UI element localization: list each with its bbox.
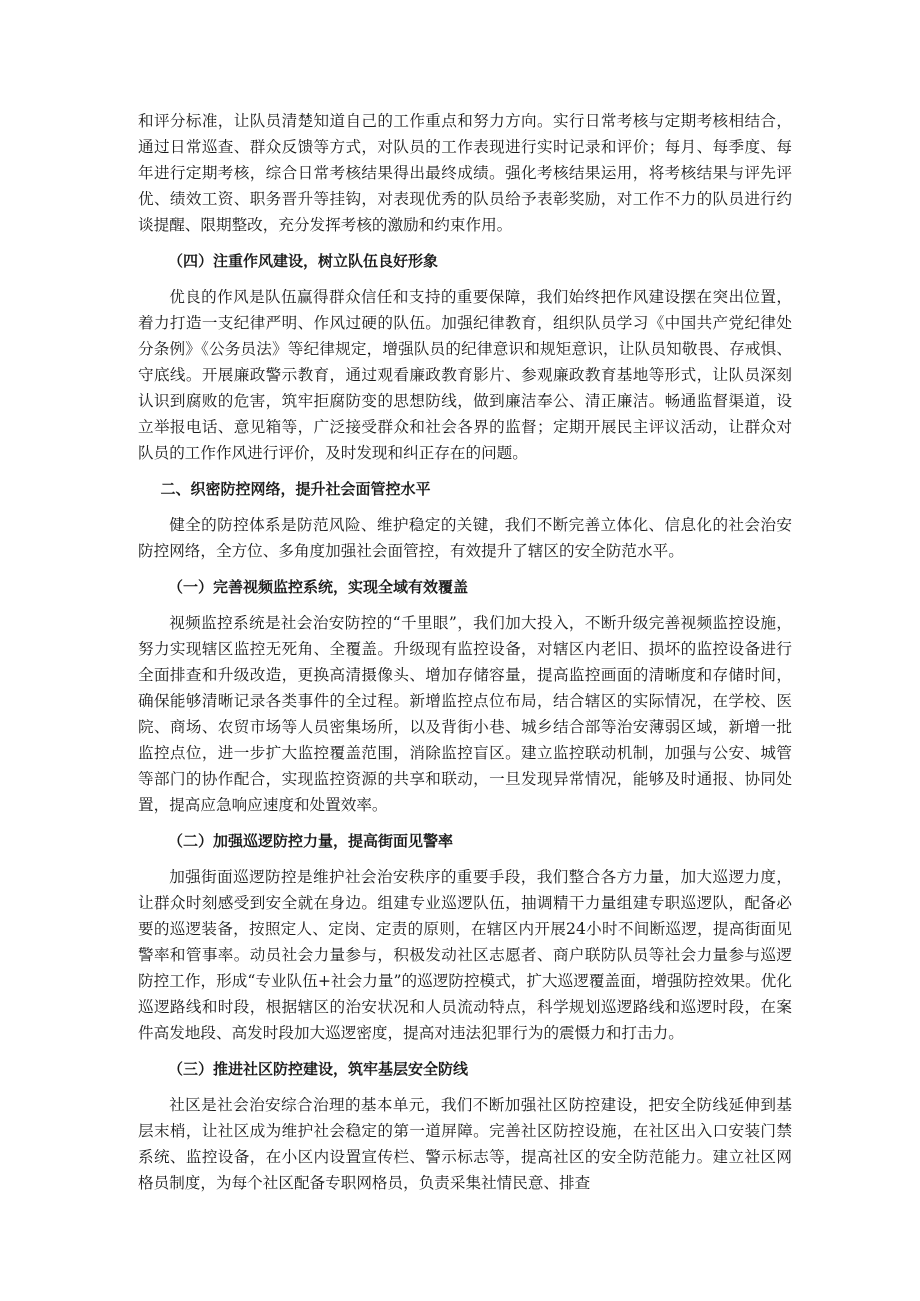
paragraph: 视频监控系统是社会治安防控的“千里眼”，我们加大投入，不断升级完善视频监控设施，努力实现辖区监控无死角、全覆盖。升级现有监控设备，对辖区内老旧、损坏的监控设备进行全面排查和升级改造，更换高清摄像头、增加存储容量，提高监控画面的清晰度和存储时间，确保能够清晰记录各类事件的全过程。新增监控点位布局，结合辖区的实际情况，在学校、医院、商场、农贸市场等人员密集场所，以及背街小巷、城乡结合部等治安薄弱区域，新增一批监控点位，进一步扩大监控覆盖范围，消除监控盲区。建立监控联动机制，加强与公安、城管等部门的协作配合，实现监控资源的共享和联动，一旦发现异常情况，能够及时通报、协同处置，提高应急响应速度和处置效率。 [138,614,792,814]
section-heading: （二）加强巡逻防控力量，提高街面见警率 [168,832,454,850]
section-heading: （一）完善视频监控系统，实现全域有效覆盖 [168,578,469,596]
section-heading: （三）推进社区防控建设，筑牢基层安全防线 [168,1060,469,1078]
paragraph: 健全的防控体系是防范风险、维护稳定的关键，我们不断完善立体化、信息化的社会治安防控网络，全方位、多角度加强社会面管控，有效提升了辖区的安全防范水平。 [138,516,792,560]
document-page [138,108,792,1206]
paragraph: 优良的作风是队伍赢得群众信任和支持的重要保障，我们始终把作风建设摆在突出位置，着力打造一支纪律严明、作风过硬的队伍。加强纪律教育，组织队员学习《中国共产党纪律处分条例》《公务员法》等纪律规定，增强队员的纪律意识和规矩意识，让队员知敬畏、存戒惧、守底线。开展廉政警示教育，通过观看廉政教育影片、参观廉政教育基地等形式，让队员深刻认识到腐败的危害，筑牢拒腐防变的思想防线，做到廉洁奉公、清正廉洁。畅通监督渠道，设立举报电话、意见箱等，广泛接受群众和社会各界的监督；定期开展民主评议活动，让群众对队员的工作作风进行评价，及时发现和纠正存在的问题。 [138,288,792,462]
paragraph: 和评分标准，让队员清楚知道自己的工作重点和努力方向。实行日常考核与定期考核相结合，通过日常巡查、群众反馈等方式，对队员的工作表现进行实时记录和评价；每月、每季度、每年进行定期考核，综合日常考核结果得出最终成绩。强化考核结果运用，将考核结果与评先评优、绩效工资、职务晋升等挂钩，对表现优秀的队员给予表彰奖励，对工作不力的队员进行约谈提醒、限期整改，充分发挥考核的激励和约束作用。 [138,112,792,234]
paragraph: 社区是社会治安综合治理的基本单元，我们不断加强社区防控建设，把安全防线延伸到基层末梢，让社区成为维护社会稳定的第一道屏障。完善社区防控设施，在社区出入口安装门禁系统、监控设备，在小区内设置宣传栏、警示标志等，提高社区的安全防范能力。建立社区网格员制度，为每个社区配备专职网格员，负责采集社情民意、排查 [138,1096,792,1192]
section-heading: （四）注重作风建设，树立队伍良好形象 [168,252,439,270]
paragraph: 加强街面巡逻防控是维护社会治安秩序的重要手段，我们整合各方力量，加大巡逻力度，让群众时刻感受到安全就在身边。组建专业巡逻队伍，抽调精干力量组建专职巡逻队，配备必要的巡逻装备，按照定人、定岗、定责的原则，在辖区内开展24小时不间断巡逻，提高街面见警率和管事率。动员社会力量参与，积极发动社区志愿者、商户联防队员等社会力量参与巡逻防控工作，形成“专业队伍+社会力量”的巡逻防控模式，扩大巡逻覆盖面，增强防控效果。优化巡逻路线和时段，根据辖区的治安状况和人员流动特点，科学规划巡逻路线和巡逻时段，在案件高发地段、高发时段加大巡逻密度，提高对违法犯罪行为的震慑力和打击力。 [138,868,792,1042]
chapter-heading: 二、织密防控网络，提升社会面管控水平 [160,480,431,498]
